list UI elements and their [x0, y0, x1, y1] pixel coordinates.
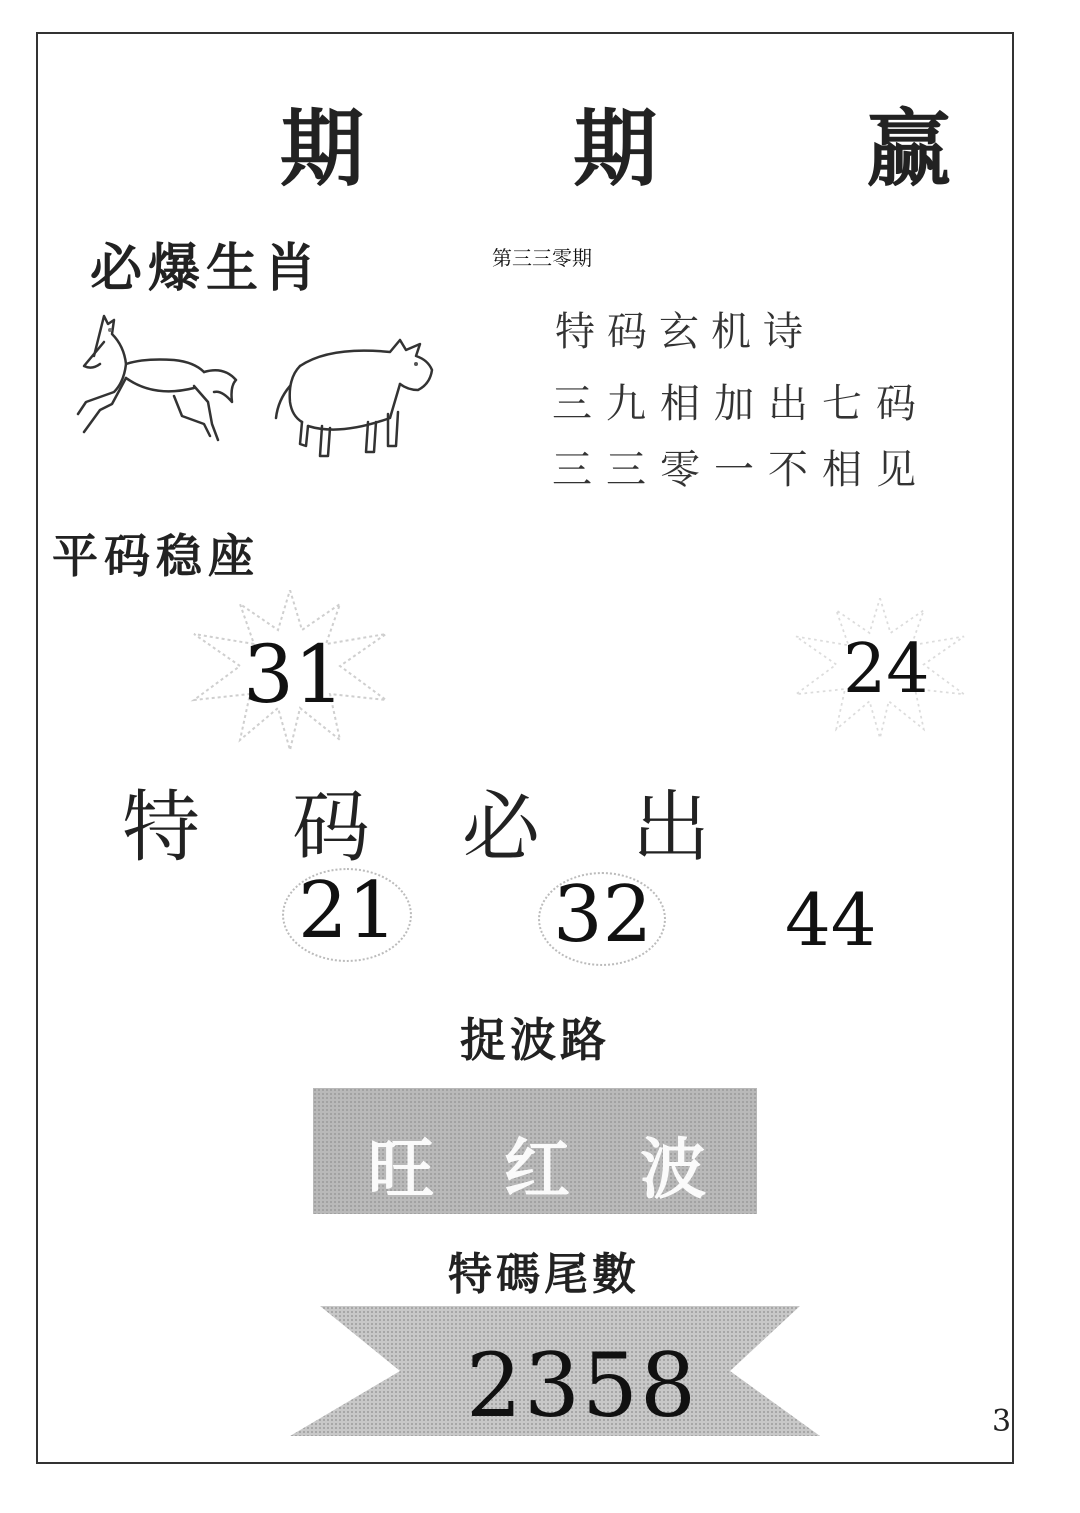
poem-title: 特码玄机诗 — [555, 309, 815, 355]
flat-numbers-heading: 平码稳座 — [52, 529, 260, 583]
poem-line-2: 三三零一不相见 — [552, 447, 930, 493]
zodiac-heading: 必爆生肖 — [90, 239, 323, 299]
issue-number: 第三三零期 — [492, 246, 592, 270]
special-number: 21 — [298, 866, 398, 956]
ox-icon — [270, 326, 440, 466]
tail-heading: 特碼尾數 — [448, 1249, 640, 1300]
wave-heading: 捉波路 — [460, 1013, 610, 1067]
wave-value: 旺红波 — [368, 1131, 776, 1208]
flat-number: 24 — [843, 630, 930, 709]
page-title: 期 期 赢 — [280, 100, 1041, 198]
horse-icon — [64, 306, 244, 446]
flat-number: 31 — [243, 628, 345, 721]
page-number: 3 — [992, 1404, 1012, 1439]
special-numbers-heading: 特码必出 — [122, 783, 803, 873]
poem-line-1: 三九相加出七码 — [552, 381, 930, 427]
special-number: 44 — [785, 878, 877, 962]
tail-value: 2358 — [466, 1334, 698, 1437]
special-number: 32 — [553, 870, 653, 960]
